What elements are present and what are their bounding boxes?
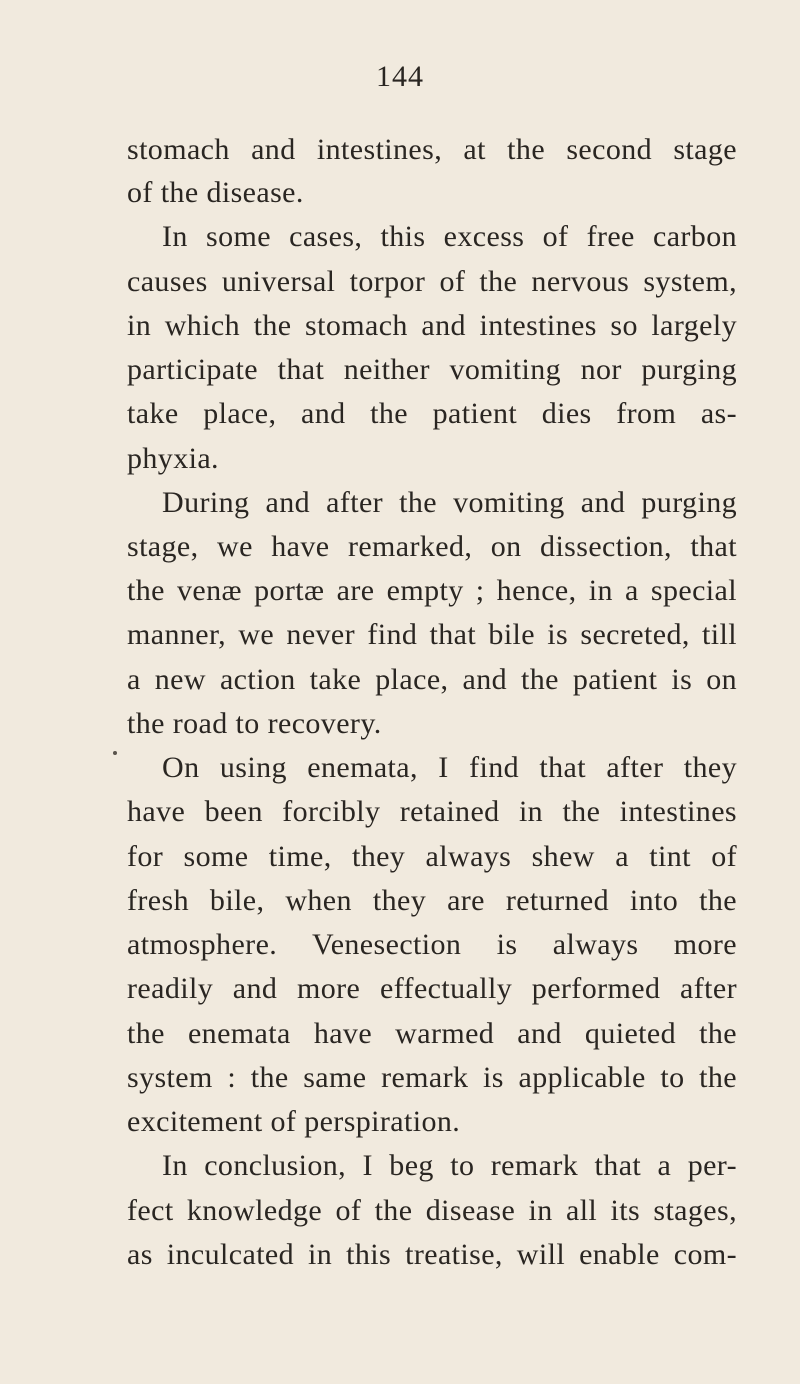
text-line: fresh bile, when they are returned into the xyxy=(127,884,737,917)
page-number: 144 xyxy=(376,60,424,93)
text-line: the venæ portæ are empty ; hence, in a special xyxy=(127,574,737,607)
text-line: manner, we never find that bile is secreted, till xyxy=(127,618,737,651)
text-line: a new action take place, and the patient is on xyxy=(127,663,737,696)
text-line: stomach and intestines, at the second stage xyxy=(127,133,737,166)
text-line: as inculcated in this treatise, will enable com- xyxy=(127,1238,737,1271)
text-line: for some time, they always shew a tint of xyxy=(127,840,737,873)
text-line: causes universal torpor of the nervous system, xyxy=(127,265,737,298)
text-line: stage, we have remarked, on dissection, that xyxy=(127,530,737,563)
margin-mark xyxy=(113,751,117,755)
text-line: During and after the vomiting and purging xyxy=(162,486,737,519)
text-line: system : the same remark is applicable to the xyxy=(127,1061,737,1094)
text-line: On using enemata, I find that after they xyxy=(162,751,737,784)
text-line: of the disease. xyxy=(127,176,304,209)
text-line: in which the stomach and intestines so largely xyxy=(127,309,737,342)
text-line: fect knowledge of the disease in all its stages, xyxy=(127,1194,737,1227)
text-line: atmosphere. Venesection is always more xyxy=(127,928,737,961)
text-line: participate that neither vomiting nor purging xyxy=(127,353,737,386)
text-line: In conclusion, I beg to remark that a per- xyxy=(162,1149,737,1182)
text-line: have been forcibly retained in the intestines xyxy=(127,795,737,828)
text-line: excitement of perspiration. xyxy=(127,1105,461,1138)
text-line: phyxia. xyxy=(127,442,219,475)
text-line: the road to recovery. xyxy=(127,707,382,740)
text-line: the enemata have warmed and quieted the xyxy=(127,1017,737,1050)
text-line: In some cases, this excess of free carbon xyxy=(162,220,737,253)
text-line: take place, and the patient dies from as- xyxy=(127,397,737,430)
text-line: readily and more effectually performed after xyxy=(127,972,737,1005)
